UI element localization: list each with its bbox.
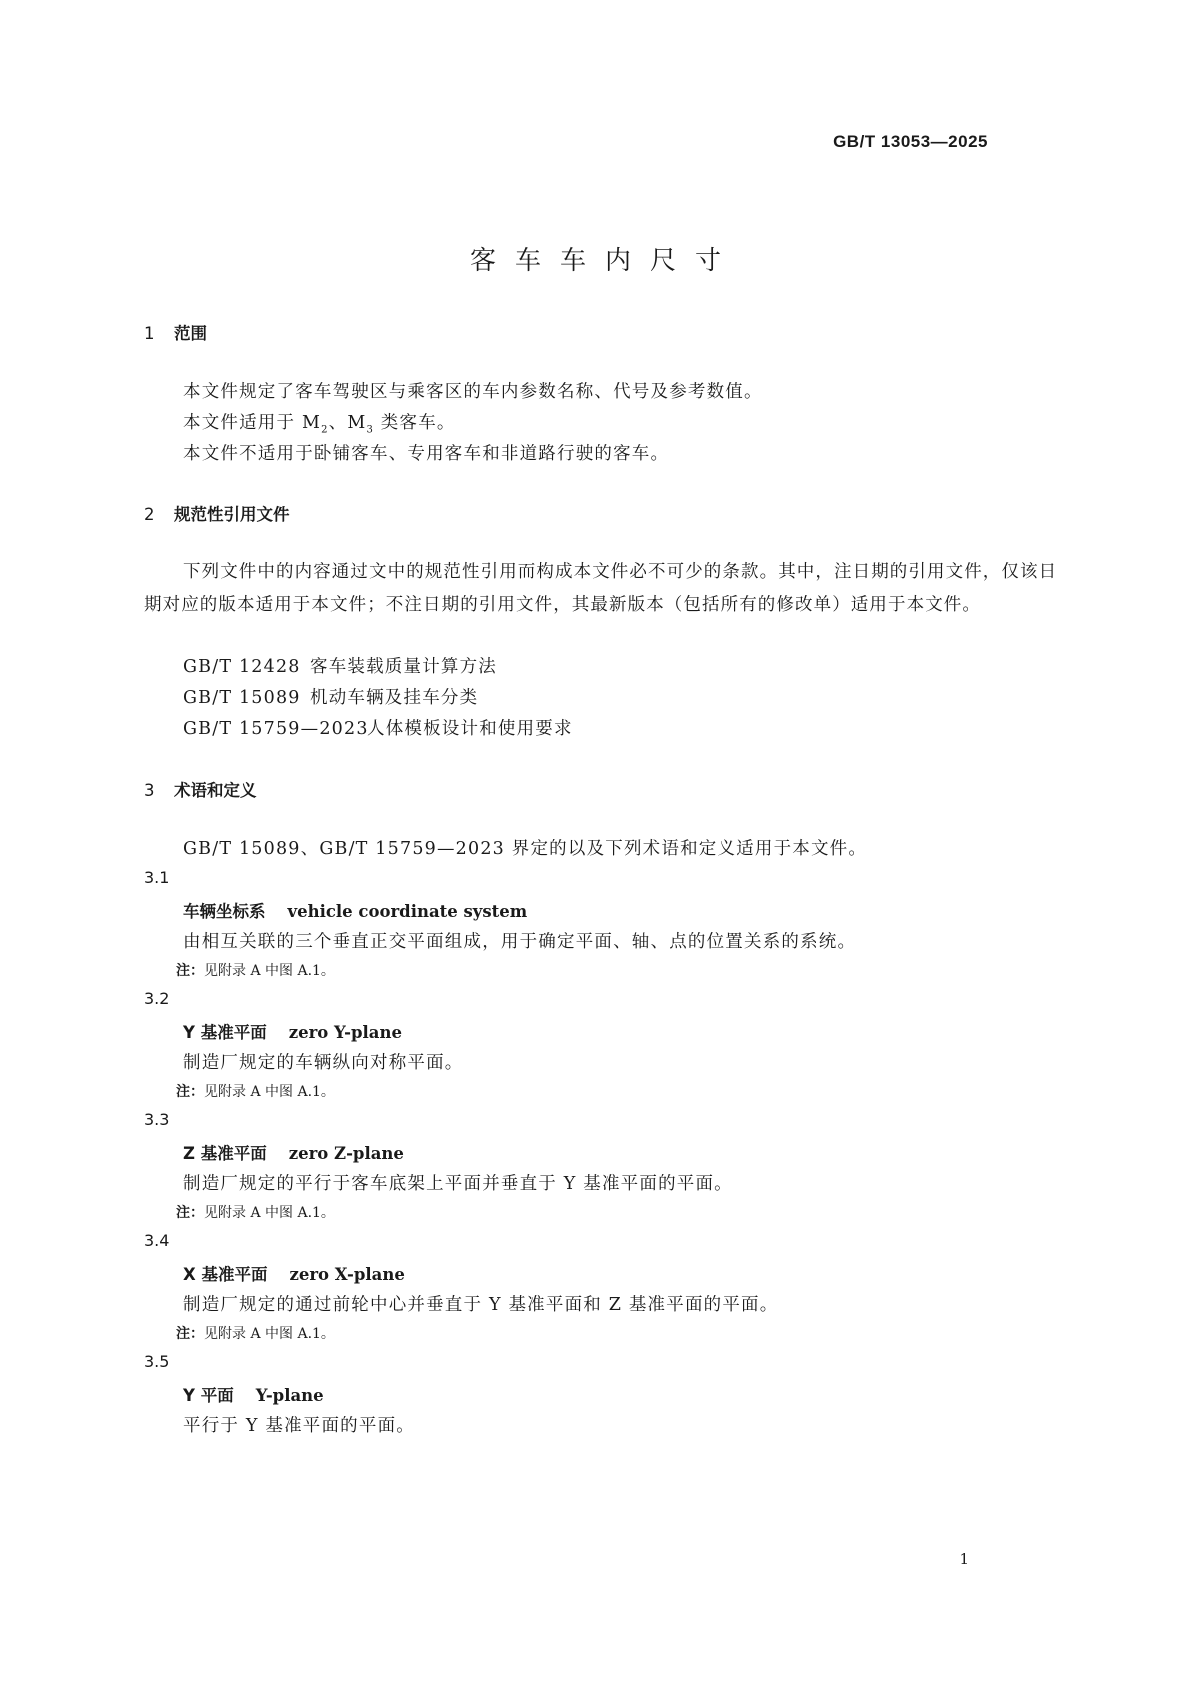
text-segment: 、M (328, 413, 367, 433)
term-definition: 平行于 Y 基准平面的平面。 (183, 1416, 415, 1436)
reference-item (183, 715, 573, 740)
section-heading-3 (144, 777, 257, 801)
term-definition: 由相互关联的三个垂直正交平面组成，用于确定平面、轴、点的位置关系的系统。 (183, 932, 857, 952)
term-zh: X 基准平面 (183, 1265, 268, 1284)
reference-code: GB/T 15759—2023 (183, 719, 369, 739)
paragraph (183, 409, 456, 436)
reference-item (183, 653, 497, 678)
term-note (176, 1202, 335, 1222)
reference-title: 客车装载质量计算方法 (310, 657, 497, 677)
term-en: vehicle coordinate system (287, 902, 528, 921)
note-label: 注： (176, 1205, 204, 1221)
section-title: 术语和定义 (174, 781, 257, 800)
paragraph: 下列文件中的内容通过文中的规范性引用而构成本文件必不可少的条款。其中，注日期的引用文件，仅该日期对应的版本适用于本文件；不注日期的引用文件，其最新版本（包括所有的修改单）适用于本文件。 (144, 562, 1058, 615)
term-heading (183, 1019, 402, 1043)
note-label: 注： (176, 963, 204, 979)
subscript: 2 (321, 424, 329, 436)
term-number: 3.5 (144, 1352, 170, 1371)
term-zh: Z 基准平面 (183, 1144, 267, 1163)
note-text: 见附录 A 中图 A.1。 (204, 1084, 335, 1100)
paragraph: GB/T 15089、GB/T 15759—2023 界定的以及下列术语和定义适用于本文件。 (183, 839, 868, 859)
term-heading (183, 1382, 324, 1406)
section-title: 范围 (174, 324, 207, 343)
reference-item (183, 684, 478, 709)
term-heading (183, 1140, 404, 1164)
term-en: zero Z-plane (288, 1144, 404, 1163)
note-text: 见附录 A 中图 A.1。 (204, 963, 335, 979)
paragraph: 本文件规定了客车驾驶区与乘客区的车内参数名称、代号及参考数值。 (183, 382, 763, 402)
note-label: 注： (176, 1326, 204, 1342)
subscript: 3 (366, 424, 375, 436)
term-number: 3.4 (144, 1231, 170, 1250)
section-number: 2 (144, 505, 155, 524)
standard-number: GB/T 13053—2025 (833, 132, 988, 151)
note-label: 注： (176, 1084, 204, 1100)
term-number: 3.1 (144, 868, 170, 887)
section-title: 规范性引用文件 (174, 505, 290, 524)
term-definition: 制造厂规定的车辆纵向对称平面。 (183, 1053, 464, 1073)
reference-title: 人体模板设计和使用要求 (367, 719, 573, 739)
term-en: Y-plane (255, 1386, 324, 1405)
reference-code: GB/T 15089 (183, 688, 301, 708)
term-zh: Y 基准平面 (183, 1023, 267, 1042)
term-note (176, 960, 335, 980)
term-en: zero X-plane (289, 1265, 405, 1284)
term-note (176, 1081, 335, 1101)
term-number: 3.2 (144, 989, 170, 1008)
section-heading-2 (144, 501, 290, 525)
reference-code: GB/T 12428 (183, 657, 301, 677)
section-number: 1 (144, 324, 155, 343)
text-segment: 本文件适用于 M (183, 413, 322, 433)
term-number: 3.3 (144, 1110, 170, 1129)
document-title: 客车车内尺寸 (469, 246, 740, 276)
note-text: 见附录 A 中图 A.1。 (204, 1205, 335, 1221)
reference-title: 机动车辆及挂车分类 (310, 688, 479, 708)
term-en: zero Y-plane (288, 1023, 402, 1042)
term-note (176, 1323, 335, 1343)
text-segment: 类客车。 (374, 413, 456, 433)
term-definition: 制造厂规定的平行于客车底架上平面并垂直于 Y 基准平面的平面。 (183, 1174, 733, 1194)
term-heading (183, 1261, 405, 1285)
paragraph: 本文件不适用于卧铺客车、专用客车和非道路行驶的客车。 (183, 444, 670, 464)
term-definition: 制造厂规定的通过前轮中心并垂直于 Y 基准平面和 Z 基准平面的平面。 (183, 1295, 779, 1315)
term-zh: Y 平面 (183, 1386, 234, 1405)
section-number: 3 (144, 781, 155, 800)
term-zh: 车辆坐标系 (183, 902, 266, 921)
page-number: 1 (959, 1550, 969, 1568)
section-heading-1 (144, 320, 207, 344)
term-heading (183, 898, 527, 922)
note-text: 见附录 A 中图 A.1。 (204, 1326, 335, 1342)
